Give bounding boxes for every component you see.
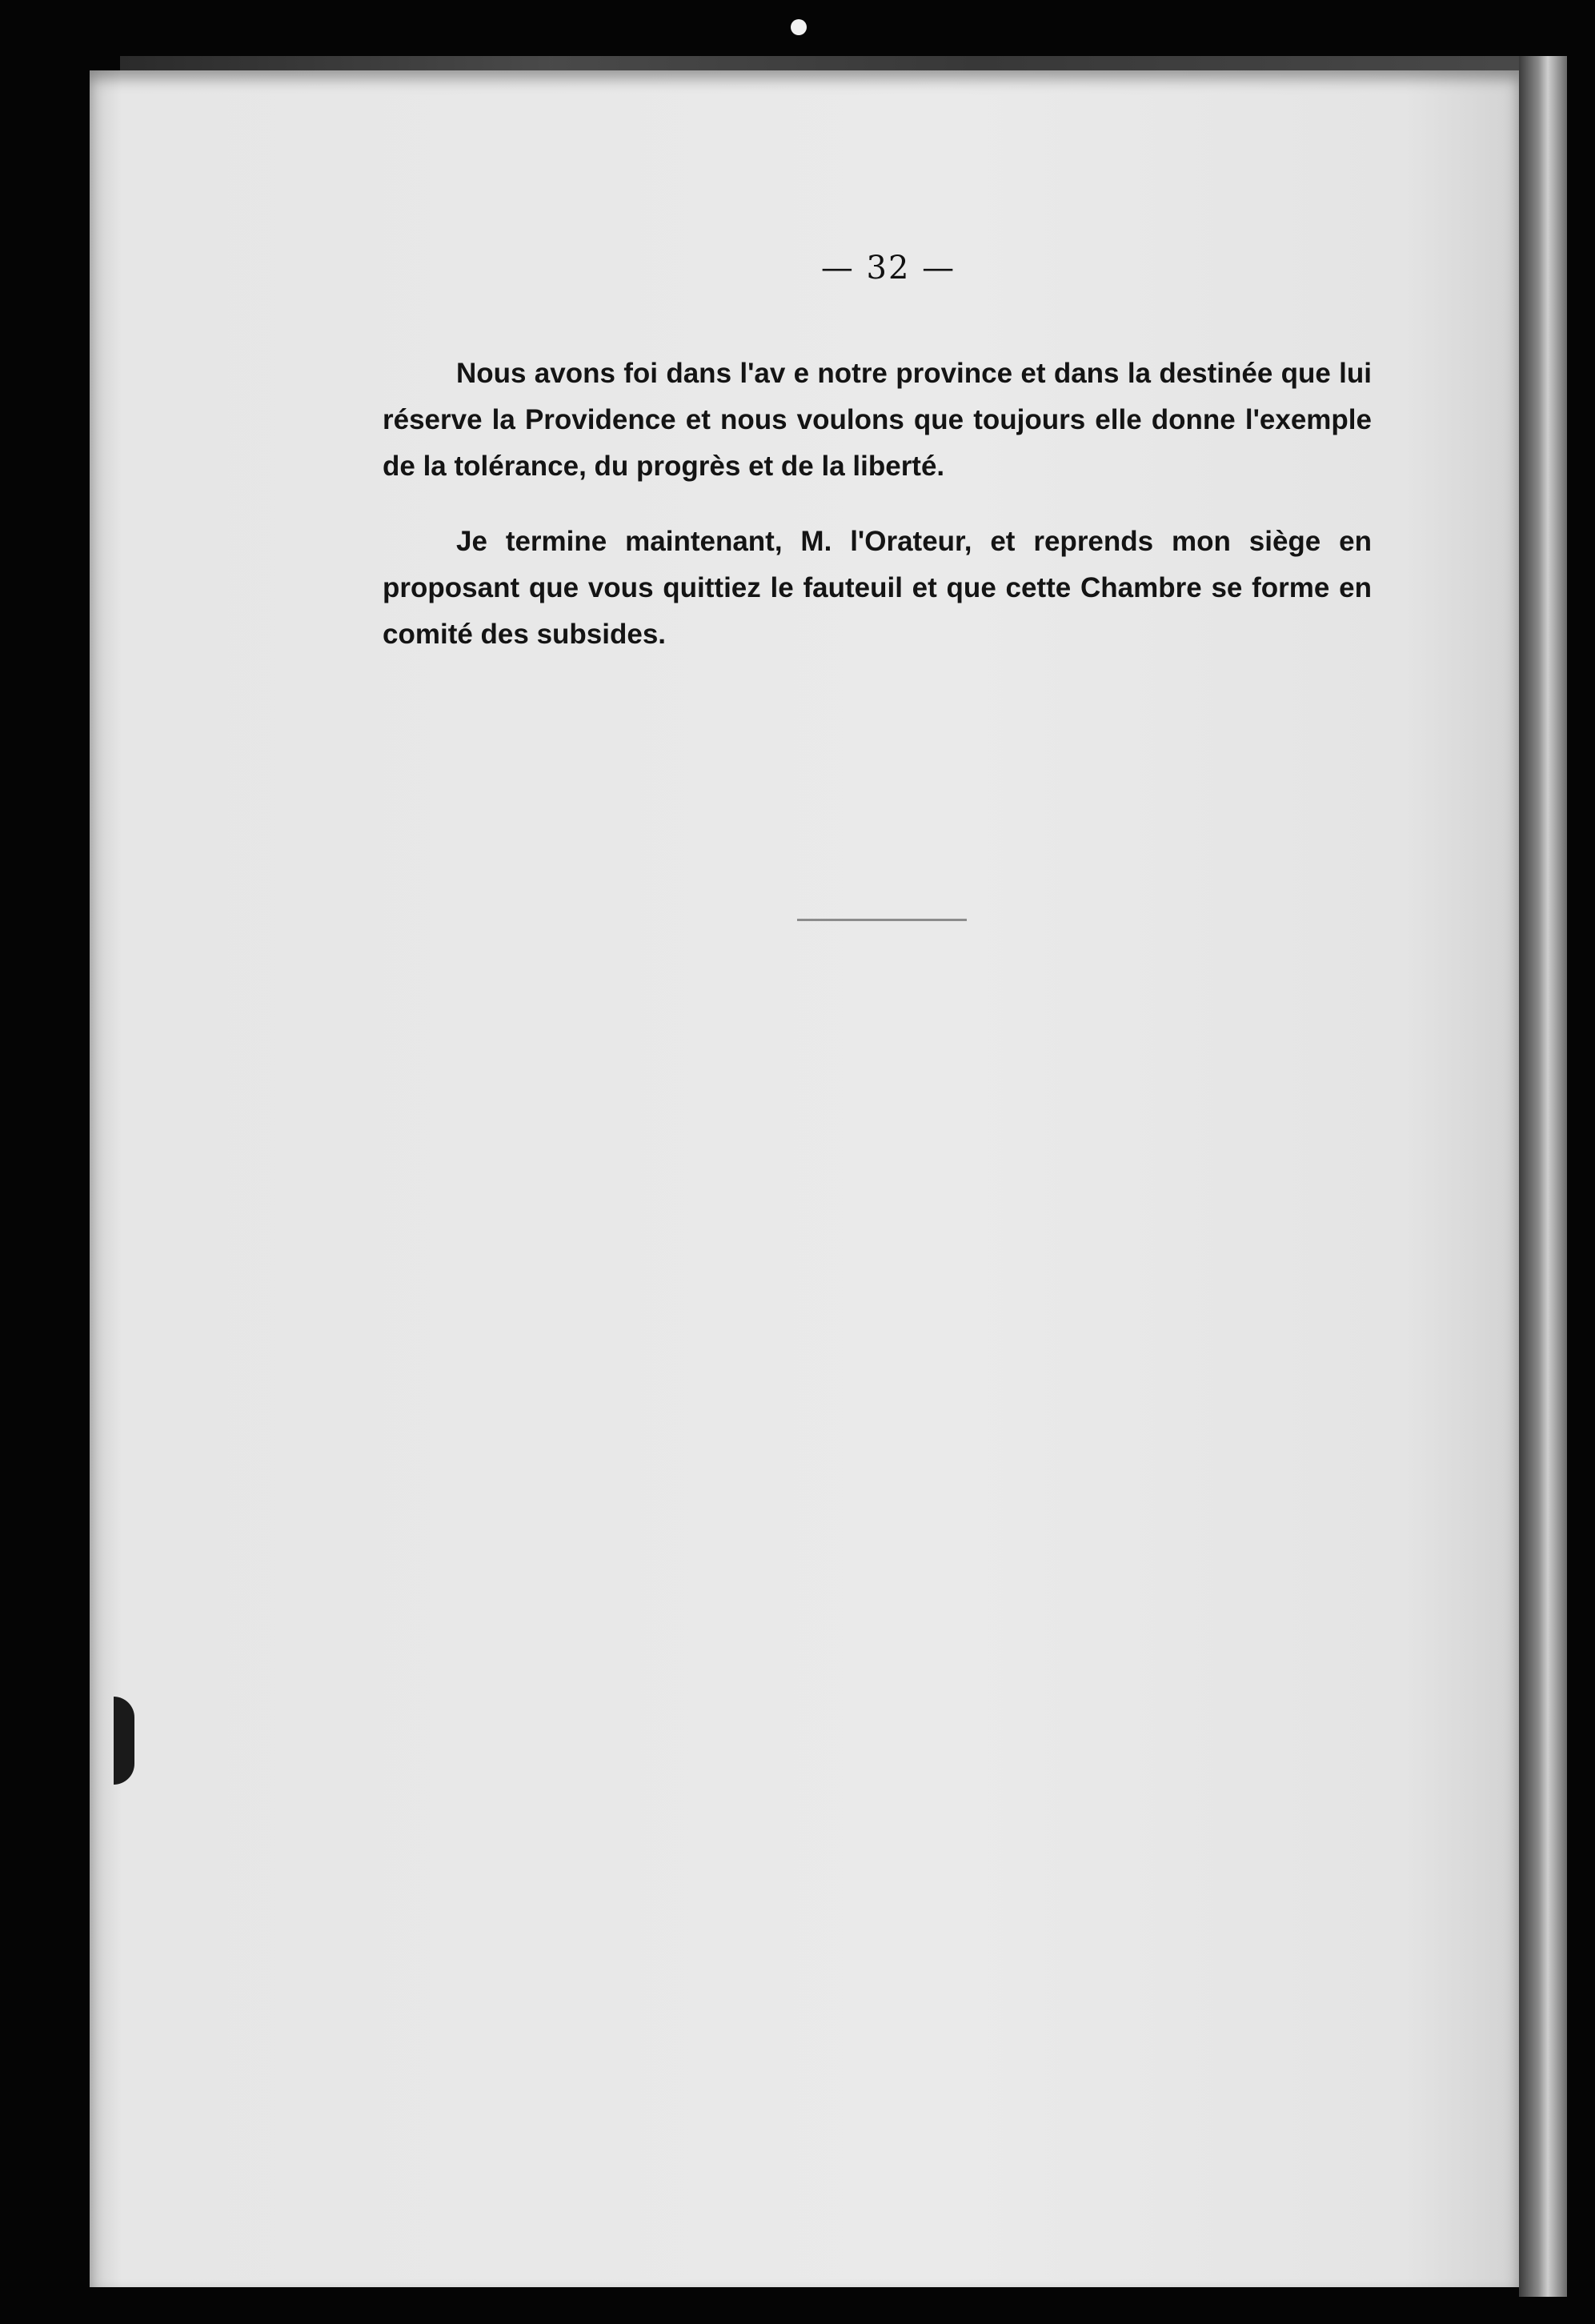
end-rule-divider: [797, 919, 967, 921]
page-number: — 32 —: [820, 250, 956, 286]
scan-marker-dot: [791, 19, 807, 35]
paragraph: Nous avons foi dans l'av e notre province et dans la destinée que lui réserve la Providence et nous voulons que toujours elle donne l'exemple de la tolérance, du progrès et de la liberté.: [383, 358, 1372, 482]
body-text: [383, 351, 1372, 687]
binding-mark: [114, 1697, 134, 1785]
page-edge-shadow: [1519, 56, 1567, 2297]
paragraph: Je termine maintenant, M. l'Orateur, et reprends mon siège en proposant que vous quittiez le fauteuil et que cette Chambre se forme en comité des subsides.: [383, 526, 1372, 650]
